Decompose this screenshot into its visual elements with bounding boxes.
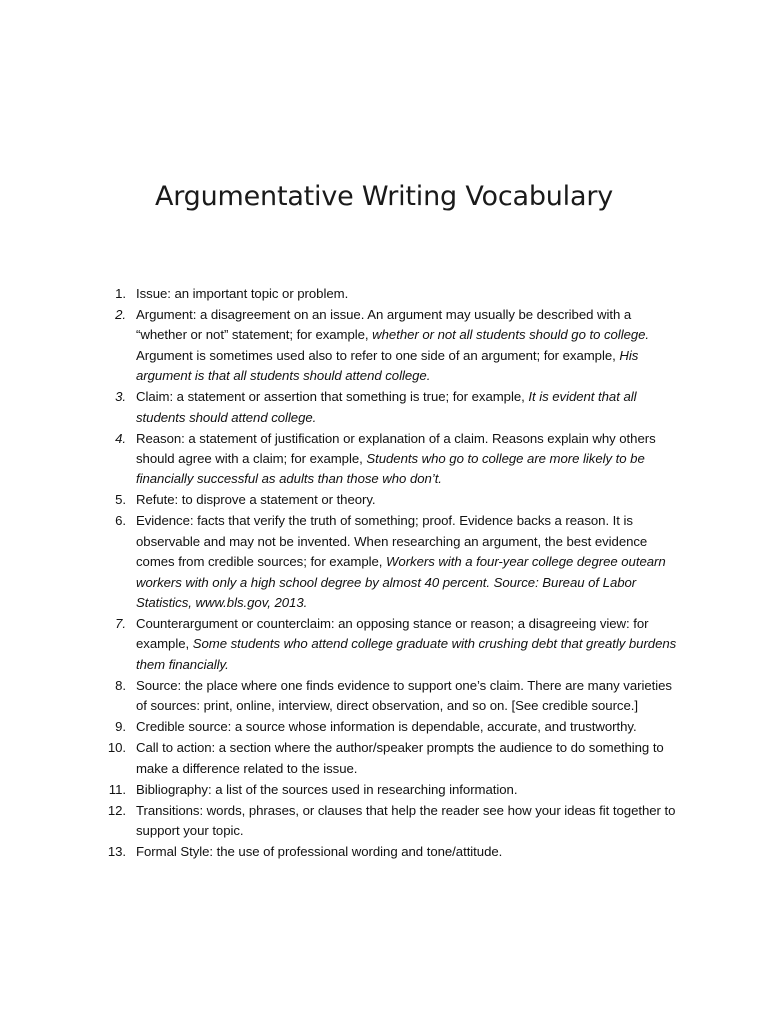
definition-text: Bibliography: a list of the sources used in researching information. — [136, 781, 518, 797]
list-item — [96, 842, 684, 862]
list-item — [96, 490, 684, 510]
definition-text: Transitions: words, phrases, or clauses that help the reader see how your ideas fit together to support your topic. — [136, 802, 676, 839]
list-item-number: 9. — [115, 719, 126, 735]
list-item — [96, 738, 684, 779]
list-item — [96, 717, 684, 737]
list-item-number: 11. — [108, 781, 126, 797]
list-item — [96, 801, 684, 842]
definition-text: Refute: to disprove a statement or theory. — [136, 492, 376, 508]
vocabulary-list — [96, 284, 684, 863]
example-text: Workers with a four-year college degree outearn workers with only a high school degree by almost 40 percent. Source: Bureau of Labor Statistics, www.bls.gov, 2013. — [136, 554, 666, 611]
list-item-number: 7. — [115, 616, 126, 632]
list-item — [96, 387, 684, 428]
example-text: whether or not all students should go to college. — [372, 327, 650, 343]
list-item-number: 3. — [115, 389, 126, 405]
example-text: Some students who attend college graduate with crushing debt that greatly burdens them financially. — [136, 636, 677, 672]
example-text: Students who go to college are more likely to be financially successful as adults than those who don’t. — [136, 451, 645, 487]
list-item-number: 5. — [115, 492, 126, 508]
list-item-number: 13. — [107, 844, 126, 860]
definition-text: Source: the place where one finds evidence to support one’s claim. There are many varieties of sources: print, online, interview, direct observation, and so on. [See credible source.] — [136, 677, 672, 714]
definition-text: Counterargument or counterclaim: an opposing stance or reason; a disagreeing view: for example, — [136, 616, 649, 652]
definition-text: Credible source: a source whose information is dependable, accurate, and trustworthy. — [136, 719, 637, 735]
example-text: It is evident that all students should attend college. — [136, 389, 637, 425]
example-text: His argument is that all students should attend college. — [136, 347, 639, 384]
list-item-number: 8. — [115, 677, 126, 693]
list-item — [96, 305, 684, 387]
definition-text: Issue: an important topic or problem. — [136, 286, 349, 301]
list-item — [96, 676, 684, 717]
document-title: Argumentative Writing Vocabulary — [154, 181, 614, 212]
definition-text: Reason: a statement of justification or explanation of a claim. Reasons explain why others should agree with a claim; for example, — [136, 430, 656, 467]
list-item-number: 6. — [115, 513, 126, 529]
list-item — [96, 614, 684, 675]
definition-text: Evidence: facts that verify the truth of something; proof. Evidence backs a reason. It is observable and may not be invented. When researching an argument, the best evidence comes from credible sources; for example, — [136, 513, 648, 570]
definition-text: Argument is sometimes used also to refer to one side of an argument; for example, — [136, 347, 620, 363]
definition-text: Call to action: a section where the author/speaker prompts the audience to do something to make a difference related to the issue. — [136, 740, 664, 776]
definition-text: Formal Style: the use of professional wording and tone/attitude. — [136, 844, 503, 860]
list-item — [96, 511, 684, 613]
list-item-number: 10. — [107, 740, 126, 756]
list-item-number: 12. — [107, 802, 126, 818]
list-item-number: 4. — [115, 430, 126, 446]
list-item — [96, 429, 684, 490]
list-item — [96, 284, 684, 304]
definition-text: Claim: a statement or assertion that something is true; for example, — [136, 389, 529, 405]
definition-text: Argument: a disagreement on an issue. An argument may usually be described with a “whether or not” statement; for example, — [136, 307, 632, 343]
list-item-number: 2. — [115, 307, 126, 322]
list-item-number: 1. — [115, 286, 126, 301]
list-item — [96, 780, 684, 800]
